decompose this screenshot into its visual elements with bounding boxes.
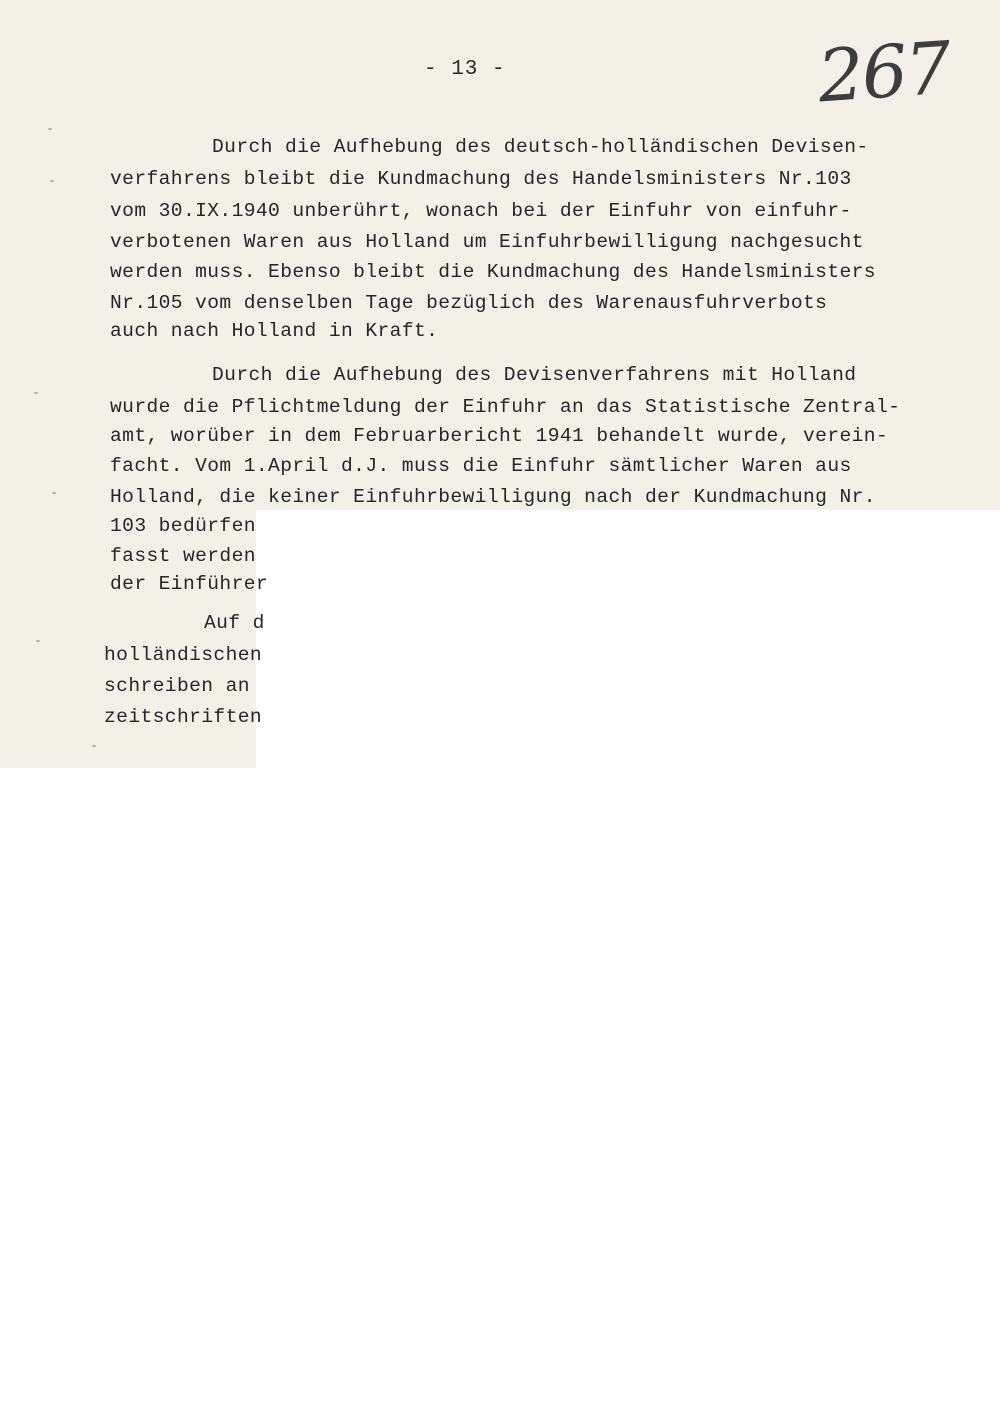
text-line: zeitschriften [104,706,263,728]
text-line: Durch die Aufhebung des Devisenverfahrens mit Holland [212,364,857,386]
text-line: Auf d [204,612,265,634]
text-line: verfahrens bleibt die Kundmachung des Handelsministers Nr.103 [110,168,852,190]
text-line: holländischen [104,644,263,666]
text-line: Nr.105 vom denselben Tage bezüglich des Warenausfuhrverbots [110,292,828,314]
text-line: 103 bedürfen [110,515,256,537]
text-line: Holland, die keiner Einfuhrbewilligung nach der Kundmachung Nr. [110,486,876,508]
text-line: wurde die Pflichtmeldung der Einfuhr an das Statistische Zentral- [110,396,901,418]
text-line: verbotenen Waren aus Holland um Einfuhrbewilligung nachgesucht [110,231,864,253]
text-line: der Einführer [110,573,269,595]
text-line: werden muss. Ebenso bleibt die Kundmachung des Handelsministers [110,261,876,283]
paper-speck [48,128,52,130]
text-line: auch nach Holland in Kraft. [110,320,439,342]
blank-overlay [256,510,1000,768]
text-line: schreiben an [104,675,250,697]
paper-speck [36,640,40,642]
page-number: - 13 - [424,58,506,81]
text-line: Durch die Aufhebung des deutsch-holländischen Devisen- [212,136,869,158]
handwritten-folio-number: 267 [815,25,953,119]
paper-speck [92,745,96,747]
paper-speck [52,492,56,494]
text-line: fasst werden [110,545,256,567]
text-line: facht. Vom 1.April d.J. muss die Einfuhr sämtlicher Waren aus [110,455,852,477]
paper-speck [50,180,54,182]
paper-speck [34,392,38,394]
text-line: vom 30.IX.1940 unberührt, wonach bei der Einfuhr von einfuhr- [110,200,852,222]
text-line: amt, worüber in dem Februarbericht 1941 behandelt wurde, verein- [110,425,889,447]
